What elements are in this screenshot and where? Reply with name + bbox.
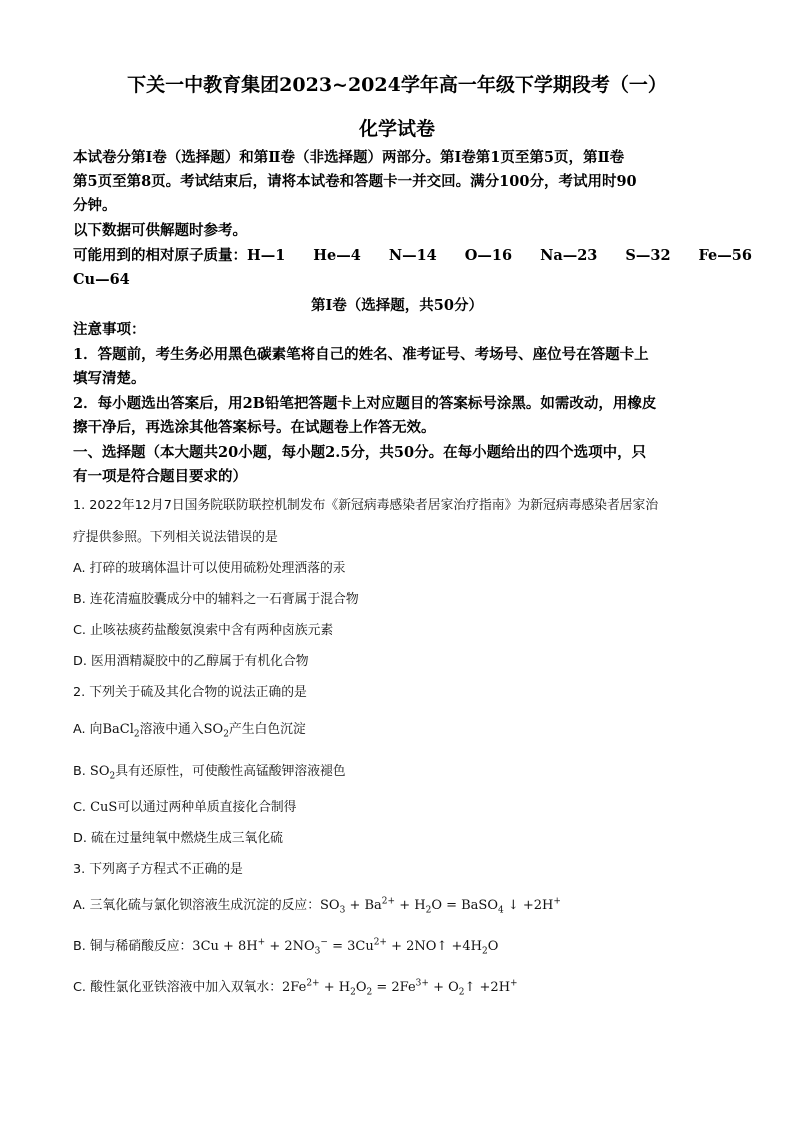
- part-heading-line-1: 一、选择题（本大题共20小题，每小题2.5分，共50分。在每小题给出的四个选项中，只: [73, 444, 647, 461]
- q2-option-d: D. 硫在过量纯氧中燃烧生成三氧化硫: [73, 831, 283, 846]
- intro-line-2: 第5页至第8页。考试结束后，请将本试卷和答题卡一并交回。满分100分，考试用时90: [73, 173, 637, 190]
- q2-stem: 2. 下列关于硫及其化合物的说法正确的是: [73, 685, 307, 700]
- mass-n: N—14: [388, 247, 437, 264]
- equation-b: $3Cu + 8H^+ + 2NO_3^- = 3Cu^{2+}$ + 2NO↑ $+4H_2O$: [192, 937, 499, 957]
- q3-stem: 3. 下列离子方程式不正确的是: [73, 862, 243, 877]
- mass-he: He—4: [313, 247, 361, 264]
- atomic-masses-label: 可能用到的相对原子质量：: [73, 247, 247, 264]
- mass-cu: Cu—64: [73, 271, 130, 288]
- mass-o: O—16: [464, 247, 513, 264]
- mass-fe: Fe—56: [698, 247, 752, 264]
- intro-line-3: 分钟。: [73, 197, 117, 214]
- q1-stem-line-2: 疗提供参照。下列相关说法错误的是: [73, 530, 278, 545]
- intro-line-1: 本试卷分第Ⅰ卷（选择题）和第Ⅱ卷（非选择题）两部分。第Ⅰ卷第1页至第5页，第Ⅱ卷: [73, 149, 625, 166]
- formula-so2: $SO_2$: [89, 764, 116, 782]
- exam-subtitle: 化学试卷: [358, 118, 435, 140]
- equation-c: $2Fe^{2+} + H_2O_2 = 2Fe^{3+}$ + $O_2↑ +2H^+$: [282, 978, 518, 998]
- q1-option-d: D. 医用酒精凝胶中的乙醇属于有机化合物: [73, 654, 309, 669]
- mass-na: Na—23: [540, 247, 598, 264]
- q1-option-b: B. 连花清瘟胶囊成分中的辅料之一石膏属于混合物: [73, 592, 359, 607]
- exam-title: 下关一中教育集团2023~2024学年高一年级下学期段考（一）: [127, 74, 667, 96]
- q2-option-c: C. CuS可以通过两种单质直接化合制得: [73, 800, 297, 815]
- formula-cus: CuS: [90, 800, 118, 815]
- note-1-line-2: 填写清楚。: [73, 370, 146, 387]
- atomic-masses: [73, 244, 752, 268]
- intro-line-4: 以下数据可供解题时参考。: [73, 222, 247, 239]
- q1-stem-line-1: 1. 2022年12月7日国务院联防联控机制发布《新冠病毒感染者居家治疗指南》为新冠病毒感染者居家治: [73, 498, 659, 513]
- equation-a: $SO_3 + Ba^{2+} + H_2O$ = BaSO$_4$ ↓ +2H+: [320, 896, 561, 916]
- note-1-line-1: 1．答题前，考生务必用黑色碳素笔将自己的姓名、准考证号、考场号、座位号在答题卡上: [73, 346, 649, 363]
- q1-option-a: A. 打碎的玻璃体温计可以使用硫粉处理洒落的汞: [73, 561, 346, 576]
- q2-option-a: A. 向BaCl$_2$溶液中通入$SO_2$产生白色沉淀: [73, 722, 306, 740]
- part-heading-line-2: 有一项是符合题目要求的）: [73, 468, 247, 485]
- q3-option-c: C. 酸性氯化亚铁溶液中加入双氧水：$2Fe^{2+} + H_2O_2 = 2Fe^{3+}$ + $O_2↑ +2H^+$: [73, 978, 518, 998]
- mass-s: S—32: [625, 247, 671, 264]
- q3-option-b: B. 铜与稀硝酸反应：$3Cu + 8H^+ + 2NO_3^- = 3Cu^{2+}$ + 2NO↑ $+4H_2O$: [73, 937, 499, 957]
- section-heading: 第Ⅰ卷（选择题，共50分）: [311, 297, 483, 314]
- formula-bacl2: BaCl$_2$: [102, 722, 140, 740]
- formula-so2: $SO_2$: [203, 722, 229, 740]
- mass-h: H—1: [247, 247, 286, 264]
- note-2-line-1: 2．每小题选出答案后，用2B铅笔把答题卡上对应题目的答案标号涂黑。如需改动，用橡皮: [73, 395, 657, 412]
- notes-label: 注意事项：: [73, 321, 146, 338]
- note-2-line-2: 擦干净后，再选涂其他答案标号。在试题卷上作答无效。: [73, 419, 436, 436]
- q3-option-a: A. 三氧化硫与氯化钡溶液生成沉淀的反应：$SO_3 + Ba^{2+} + H_2O$ = BaSO$_4$ ↓ +2H+: [73, 896, 561, 916]
- q2-option-b: B. $SO_2$具有还原性，可使酸性高锰酸钾溶液褪色: [73, 764, 346, 782]
- q1-option-c: C. 止咳祛痰药盐酸氨溴索中含有两种卤族元素: [73, 623, 334, 638]
